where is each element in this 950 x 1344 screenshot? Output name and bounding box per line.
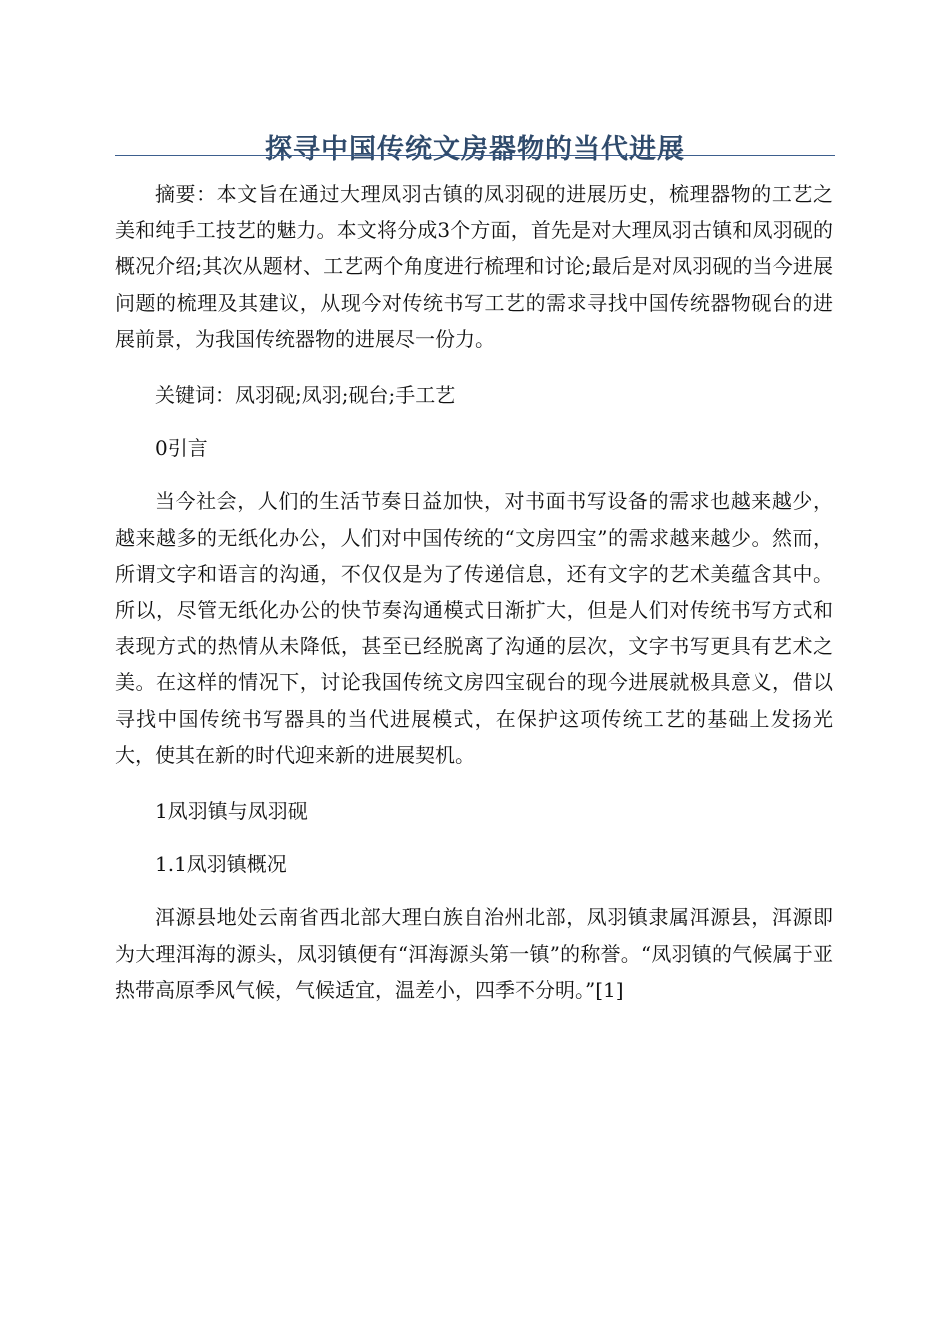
intro-paragraph: 当今社会，人们的生活节奏日益加快，对书面书写设备的需求也越来越少，越来越多的无纸化办公，人们对中国传统的“文房四宝”的需求越来越少。然而，所谓文字和语言的沟通，不仅仅是为了传递信息，还有文字的艺术美蕴含其中。所以，尽管无纸化办公的快节奏沟通模式日渐扩大，但是人们对传统书写方式和表现方式的热情从未降低，甚至已经脱离了沟通的层次，文字书写更具有艺术之美。在这样的情况下，讨论我国传统文房四宝砚台的现今进展就极具意义，借以寻找中国传统书写器具的当代进展模式，在保护这项传统工艺的基础上发扬光大，使其在新的时代迎来新的进展契机。 xyxy=(115,489,833,767)
section-heading-intro: 0引言 xyxy=(155,436,208,461)
subsection-heading-1-1: 1.1凤羽镇概况 xyxy=(155,852,287,877)
document-title: 探寻中国传统文房器物的当代进展 xyxy=(265,134,685,166)
keywords-line: 关键词：凤羽砚;凤羽;砚台;手工艺 xyxy=(155,383,456,408)
section-heading-1: 1凤羽镇与凤羽砚 xyxy=(155,799,308,824)
fengyu-overview-paragraph: 洱源县地处云南省西北部大理白族自治州北部，凤羽镇隶属洱源县，洱源即为大理洱海的源头，凤羽镇便有“洱海源头第一镇”的称誉。“凤羽镇的气候属于亚热带高原季风气候，气候适宜，温差小，四季不分明。”[1] xyxy=(115,905,833,1002)
title-underline xyxy=(115,155,835,156)
abstract-paragraph: 摘要：本文旨在通过大理凤羽古镇的凤羽砚的进展历史，梳理器物的工艺之美和纯手工技艺的魅力。本文将分成3个方面，首先是对大理凤羽古镇和凤羽砚的概况介绍;其次从题材、工艺两个角度进行梳理和讨论;最后是对凤羽砚的当今进展问题的梳理及其建议，从现今对传统书写工艺的需求寻找中国传统器物砚台的进展前景，为我国传统器物的进展尽一份力。 xyxy=(115,182,833,351)
document-body xyxy=(115,176,833,1028)
